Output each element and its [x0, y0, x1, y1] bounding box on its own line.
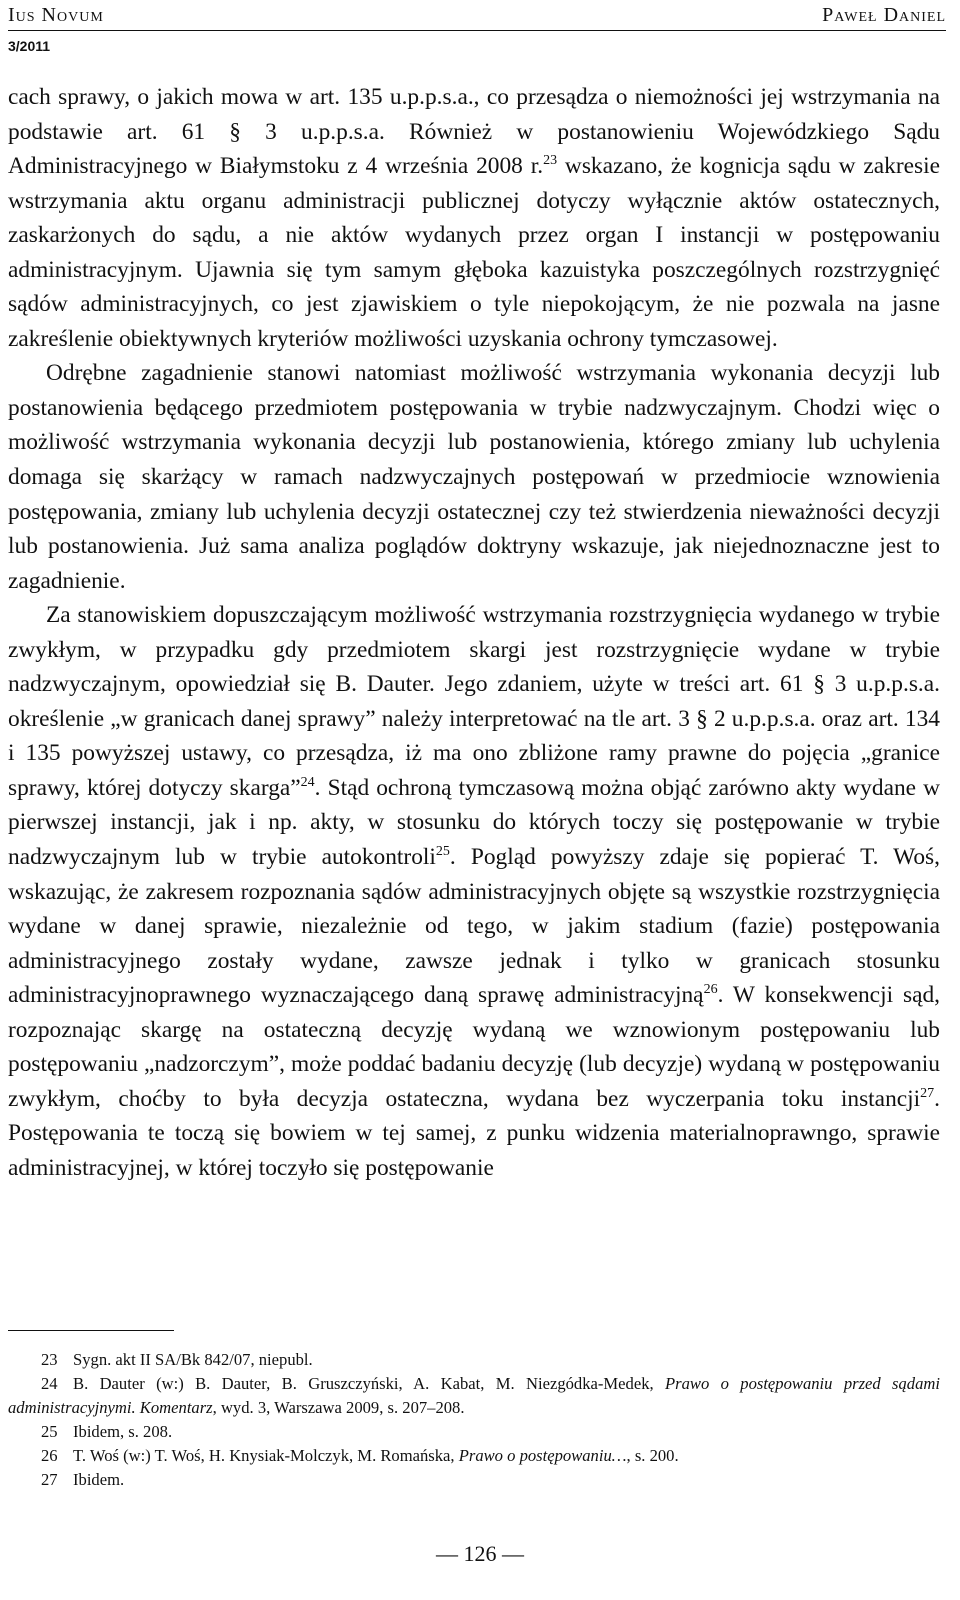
- footnote-ref: 24: [300, 775, 315, 791]
- footnote-number: 24: [41, 1374, 58, 1393]
- footnote-24: [8, 1372, 940, 1420]
- footnote-27: [8, 1468, 940, 1492]
- paragraph-2: [8, 356, 940, 598]
- text-run: B. Dauter (w:) B. Dauter, B. Gruszczyński, A. Kabat, M. Niezgódka-Medek,: [73, 1374, 665, 1393]
- running-header: [8, 2, 946, 28]
- text-run: Odrębne zagadnienie stanowi natomiast możliwość wstrzymania wykonania decyzji lub postanowienia będącego przedmiotem postępowania w trybie nadzwyczajnym. Chodzi więc o możliwość wstrzymania wykonania decyzji lub postanowienia, którego zmiany lub uchylenia domaga się skarżący w ramach nadzwyczajnych postępowań w przedmiocie wznowienia postępowania, zmiany lub uchylenia decyzji ostatecznej czy też stwierdzenia nieważności decyzji lub postanowienia. Już sama analiza poglądów doktryny wskazuje, jak niejednoznaczne jest to zagadnienie.: [8, 360, 940, 594]
- text-run: Ibidem.: [73, 1470, 125, 1489]
- paragraph-3: [8, 598, 940, 1185]
- footnote-ref: 25: [435, 844, 450, 860]
- journal-title: Ius Novum: [8, 4, 104, 26]
- text-run: cach sprawy, o jakich mowa w art. 135 u.p.p.s.a., co przesądza o niemożności jej wstrzymania na podstawie art. 61 § 3 u.p.p.s.a. Również w postanowieniu Wojewódzkiego Sądu Administracyjnego w Białymstoku z 4 września 2008 r.: [8, 84, 940, 180]
- italic-title: Prawo o postępowaniu…: [458, 1446, 627, 1465]
- issue-number: 3/2011: [8, 38, 51, 54]
- footnote-ref: 26: [703, 982, 718, 998]
- text-run: . W konsekwencji sąd, rozpoznając skargę na ostateczną decyzję wydaną we wznowionym postępowaniu lub postępowaniu „nadzorczym”, może poddać badaniu decyzję (lub decyzje) wydaną w postępowaniu zwykłym, choćby to była decyzja ostateczna, wydana bez wyczerpania toku instancji: [8, 982, 940, 1112]
- text-run: Za stanowiskiem dopuszczającym możliwość wstrzymania rozstrzygnięcia wydanego w trybie zwykłym, w przypadku gdy przedmiotem skargi jest rozstrzygnięcie wydane w trybie nadzwyczajnym, opowiedział się B. Dauter. Jego zdaniem, użyte w treści art. 61 § 3 u.p.p.s.a. określenie „w granicach danej sprawy” należy interpretować na tle art. 3 § 2 u.p.p.s.a. oraz art. 134 i 135 powyższej ustawy, co przesądza, iż ma ono zbliżone ramy prawne do pojęcia „granice sprawy, której dotyczy skarga”: [8, 602, 940, 801]
- footnote-rule: [8, 1330, 174, 1331]
- text-run: . Postępowania te toczą się bowiem w tej samej, z punku widzenia materialnoprawngo, sprawie administracyjnej, w której toczyło się postępowanie: [8, 1085, 940, 1181]
- footnotes: [8, 1348, 940, 1492]
- footnote-26: [8, 1444, 940, 1468]
- footnote-ref: 27: [920, 1086, 935, 1102]
- text-run: . Stąd ochroną tymczasową można objąć zarówno akty wydane w pierwszej instancji, jak i np. akty, w stosunku do których toczy się postępowanie w trybie nadzwyczajnym lub w trybie autokontroli: [8, 774, 940, 871]
- text-run: , wyd. 3, Warszawa 2009, s. 207–208.: [212, 1398, 465, 1417]
- paragraph-1: [8, 80, 940, 356]
- page-number: — 126 —: [436, 1541, 524, 1566]
- footnote-number: 27: [41, 1470, 58, 1489]
- footnote-25: [8, 1420, 940, 1444]
- text-run: . Pogląd powyższy zdaje się popierać T. Woś, wskazując, że zakresem rozpoznania sądów administracyjnych objęte są wszystkie rozstrzygnięcia wydane w danej sprawie, niezależnie od tego, w jakim stadium (fazie) postępowania administracyjnego zostały wydane, zawsze jednak i tylko w granicach stosunku administracyjnoprawnego wyznaczającego daną sprawę administracyjną: [8, 844, 940, 1009]
- text-run: T. Woś (w:) T. Woś, H. Knysiak-Molczyk, M. Romańska,: [73, 1446, 459, 1465]
- footnote-number: 25: [41, 1422, 58, 1441]
- author-name: Paweł Daniel: [822, 4, 946, 26]
- text-run: Ibidem, s. 208.: [73, 1422, 173, 1441]
- footnote-ref: 23: [543, 153, 558, 169]
- text-run: wskazano, że kognicja sądu w zakresie wstrzymania aktu organu administracji publicznej dotyczy wyłącznie aktów ostatecznych, zaskarżonych do sądu, a nie aktów wydanych przez organ I instancji w postępowaniu administracyjnym. Ujawnia się tym samym głęboka kazuistyka poszczególnych rozstrzygnięć sądów administracyjnych, co jest zjawiskiem o tyle niepokojącym, że nie pozwala na jasne zakreślenie obiektywnych kryteriów możliwości uzyskania ochrony tymczasowej.: [8, 153, 940, 352]
- header-rule: [8, 30, 946, 31]
- footnote-number: 23: [41, 1350, 58, 1369]
- text-run: Sygn. akt II SA/Bk 842/07, niepubl.: [73, 1350, 313, 1369]
- italic-title: Prawo o postępowaniu przed sądami administracyjnymi. Komentarz: [8, 1374, 940, 1417]
- text-run: , s. 200.: [626, 1446, 679, 1465]
- body-text: [8, 80, 940, 1186]
- footnote-23: [8, 1348, 940, 1372]
- footnote-number: 26: [41, 1446, 58, 1465]
